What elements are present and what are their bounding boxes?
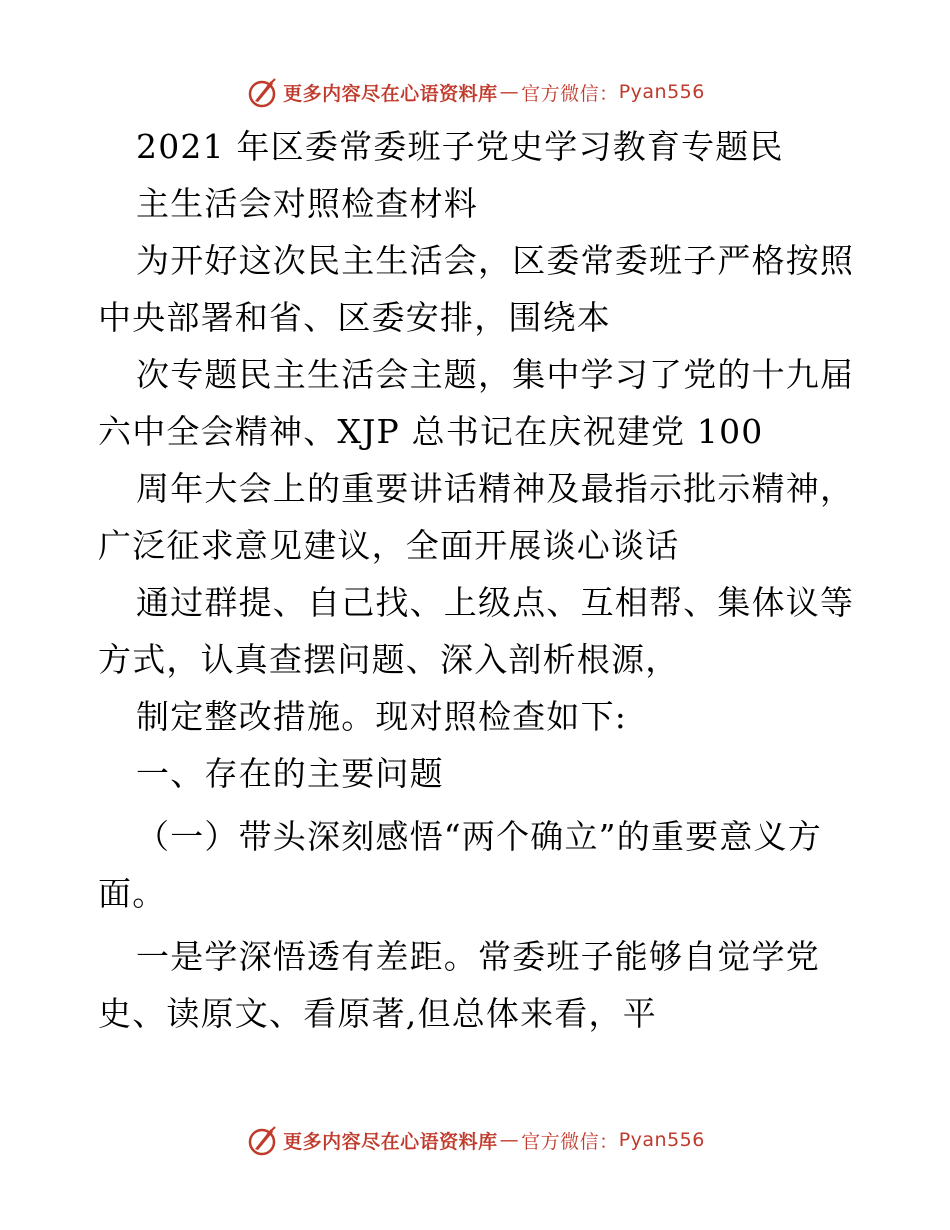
doc-title-line-2: 主生活会对照检查材料	[136, 184, 478, 223]
section-heading: 一、存在的主要问题	[136, 754, 444, 793]
watermark-separator: —	[499, 81, 520, 103]
quill-logo-icon	[245, 1123, 279, 1157]
subsection-heading: （一）带头深刻感悟“两个确立”的重要意义方	[136, 817, 822, 856]
watermark-wechat-id: Pyan556	[618, 81, 705, 103]
doc-paragraph-line: 一是学深悟透有差距。常委班子能够自觉学党	[136, 937, 820, 976]
watermark-separator: —	[499, 1129, 520, 1151]
quill-logo-icon	[245, 75, 279, 109]
doc-paragraph-line: 次专题民主生活会主题，集中学习了党的十九届	[136, 355, 855, 394]
watermark-brand: 更多内容尽在心语资料库	[283, 1130, 498, 1153]
doc-paragraph-line: 中央部署和省、区委安排，围绕本	[98, 298, 611, 337]
doc-title-line-1: 2021 年区委常委班子党史学习教育专题民	[136, 127, 784, 166]
watermark-label: 官方微信：	[521, 82, 619, 105]
watermark-brand: 更多内容尽在心语资料库	[283, 82, 498, 105]
doc-paragraph-line: 为开好这次民主生活会，区委常委班子严格按照	[136, 241, 855, 280]
watermark-wechat-id: Pyan556	[618, 1129, 705, 1151]
doc-paragraph-line: 方式，认真查摆问题、深入剖析根源，	[98, 640, 680, 679]
doc-paragraph-line: 广泛征求意见建议，全面开展谈心谈话	[98, 526, 680, 565]
footer-watermark	[0, 1120, 950, 1160]
doc-paragraph-line: 六中全会精神、XJP 总书记在庆祝建党 100	[98, 412, 764, 451]
subsection-heading-cont: 面。	[98, 874, 167, 913]
doc-paragraph-line: 史、读原文、看原著,但总体来看，平	[98, 994, 657, 1033]
doc-paragraph-line: 制定整改措施。现对照检查如下:	[136, 697, 628, 736]
doc-paragraph-line: 通过群提、自己找、上级点、互相帮、集体议等	[136, 583, 855, 622]
header-watermark	[0, 72, 950, 112]
watermark-label: 官方微信：	[521, 1130, 619, 1153]
document-body	[98, 118, 858, 1042]
doc-paragraph-line: 周年大会上的重要讲话精神及最指示批示精神，	[136, 469, 855, 508]
